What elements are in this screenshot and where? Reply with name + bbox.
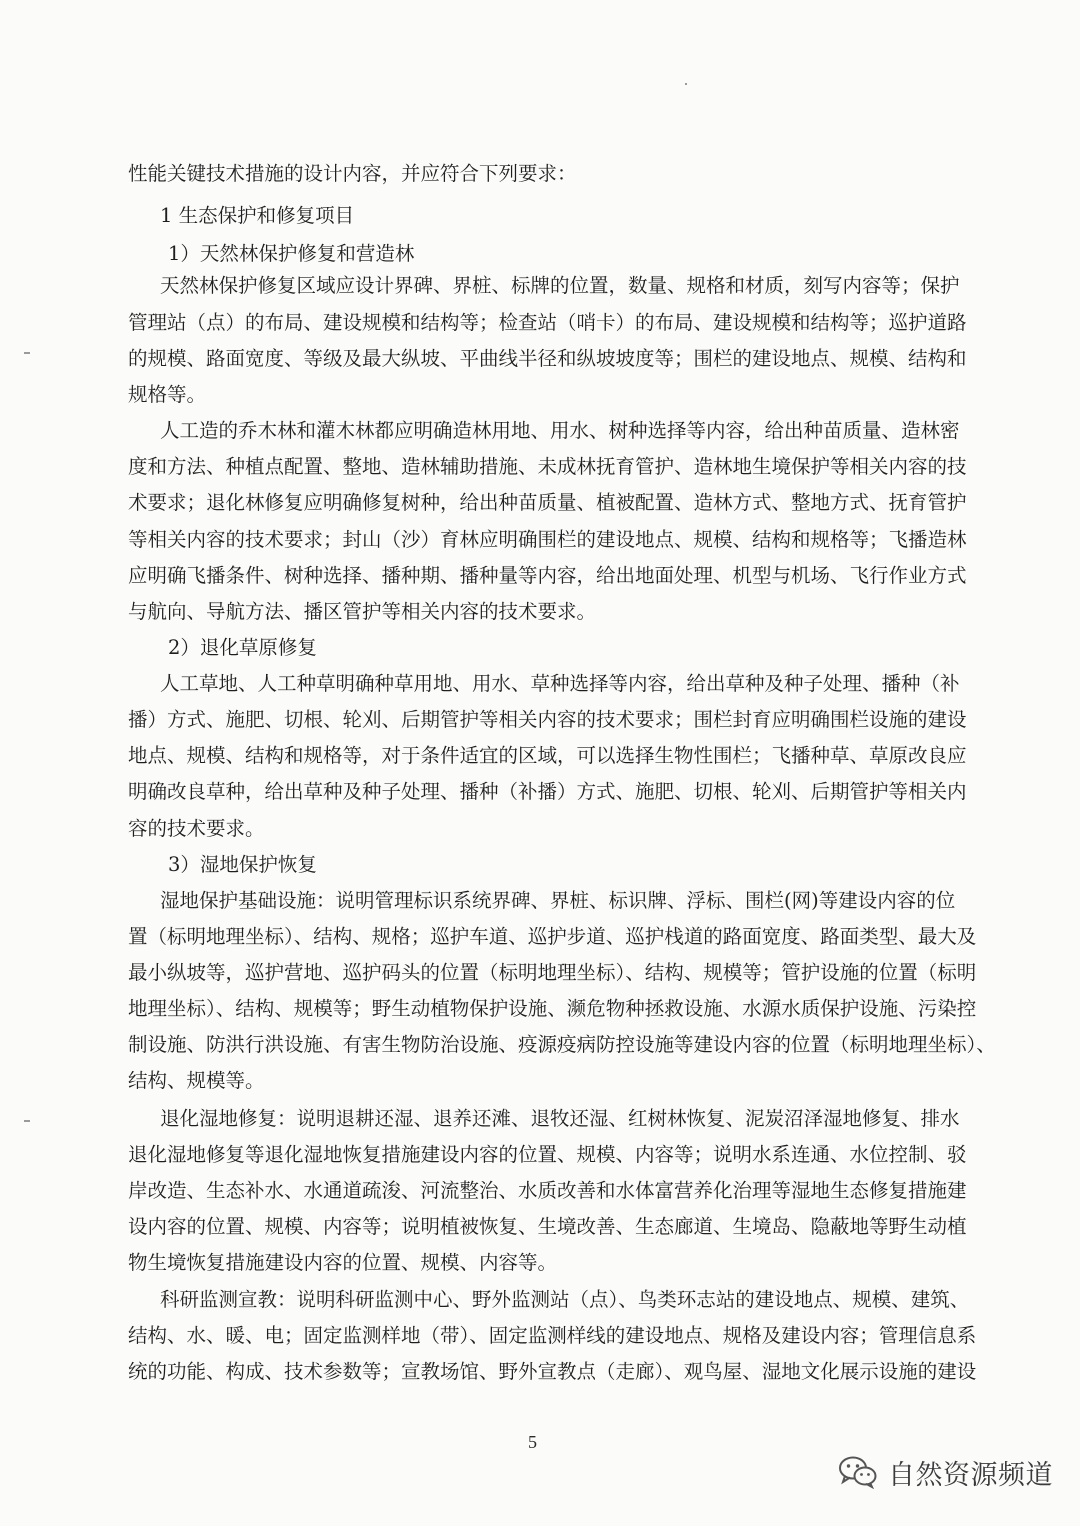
scan-mark (685, 83, 687, 85)
body-line: 退化湿地修复等退化湿地恢复措施建设内容的位置、规模、内容等；说明水系连通、水位控制、驳 (128, 1143, 967, 1166)
body-line: 性能关键技术措施的设计内容，并应符合下列要求： (128, 162, 577, 185)
subsection-heading: 2）退化草原修复 (168, 636, 317, 659)
body-line: 设内容的位置、规模、内容等；说明植被恢复、生境改善、生态廊道、生境岛、隐蔽地等野生动植 (128, 1215, 967, 1238)
scan-mark (24, 352, 30, 354)
body-line: 术要求；退化林修复应明确修复树种，给出种苗质量、植被配置、造林方式、整地方式、抚育管护 (128, 491, 967, 514)
body-line: 地理坐标）、结构、规模等；野生动植物保护设施、濒危物种拯救设施、水源水质保护设施、污染控 (128, 997, 977, 1020)
subsection-heading: 1）天然林保护修复和营造林 (168, 242, 415, 265)
body-line: 度和方法、种植点配置、整地、造林辅助措施、未成林抚育管护、造林地生境保护等相关内容的技 (128, 455, 967, 478)
body-line: 最小纵坡等，巡护营地、巡护码头的位置（标明地理坐标）、结构、规模等；管护设施的位置（标明 (128, 961, 977, 984)
body-line: 播）方式、施肥、切根、轮刈、后期管护等相关内容的技术要求；围栏封育应明确围栏设施的建设 (128, 708, 967, 731)
body-line: 人工造的乔木林和灌木林都应明确造林用地、用水、树种选择等内容，给出种苗质量、造林密 (160, 419, 960, 442)
section-heading: 1 生态保护和修复项目 (160, 204, 355, 227)
body-line: 管理站（点）的布局、建设规模和结构等；检查站（哨卡）的布局、建设规模和结构等；巡护道路 (128, 311, 967, 334)
body-line: 人工草地、人工种草明确种草用地、用水、草种选择等内容，给出草种及种子处理、播种（补 (160, 672, 960, 695)
body-line: 等相关内容的技术要求；封山（沙）育林应明确围栏的建设地点、规模、结构和规格等；飞播造林 (128, 528, 967, 551)
body-line: 天然林保护修复区域应设计界碑、界桩、标牌的位置，数量、规格和材质，刻写内容等；保护 (160, 274, 960, 297)
subsection-heading: 3）湿地保护恢复 (168, 853, 317, 876)
body-line: 结构、规模等。 (128, 1069, 265, 1092)
body-line: 结构、水、暖、电；固定监测样地（带）、固定监测样线的建设地点、规格及建设内容；管理信息系 (128, 1324, 977, 1347)
body-line: 岸改造、生态补水、水通道疏浚、河流整治、水质改善和水体富营养化治理等湿地生态修复措施建 (128, 1179, 967, 1202)
body-line: 置（标明地理坐标）、结构、规格；巡护车道、巡护步道、巡护栈道的路面宽度、路面类型、最大及 (128, 925, 977, 948)
body-line: 容的技术要求。 (128, 817, 265, 840)
body-line: 规格等。 (128, 383, 207, 406)
scan-mark (24, 1120, 30, 1122)
body-line: 制设施、防洪行洪设施、有害生物防治设施、疫源疫病防控设施等建设内容的位置（标明地理坐标）、 (128, 1033, 996, 1056)
body-line: 明确改良草种，给出草种及种子处理、播种（补播）方式、施肥、切根、轮刈、后期管护等相关内 (128, 780, 967, 803)
watermark-text: 自然资源频道 (888, 1459, 1053, 1491)
body-line: 应明确飞播条件、树种选择、播种期、播种量等内容，给出地面处理、机型与机场、飞行作业方式 (128, 564, 967, 587)
body-line: 湿地保护基础设施：说明管理标识系统界碑、界桩、标识牌、浮标、围栏(网)等建设内容的位 (160, 889, 956, 912)
body-line: 与航向、导航方法、播区管护等相关内容的技术要求。 (128, 600, 597, 623)
body-line: 退化湿地修复：说明退耕还湿、退养还滩、退牧还湿、红树林恢复、泥炭沼泽湿地修复、排水 (160, 1107, 960, 1130)
wechat-icon (838, 1455, 878, 1489)
body-line: 科研监测宣教：说明科研监测中心、野外监测站（点）、鸟类环志站的建设地点、规模、建筑、 (160, 1288, 970, 1311)
body-line: 统的功能、构成、技术参数等；宣教场馆、野外宣教点（走廊）、观鸟屋、湿地文化展示设施的建设 (128, 1360, 977, 1383)
body-line: 地点、规模、结构和规格等，对于条件适宜的区域，可以选择生物性围栏；飞播种草、草原改良应 (128, 744, 967, 767)
channel-watermark (838, 1454, 1053, 1490)
body-line: 的规模、路面宽度、等级及最大纵坡、平曲线半径和纵坡坡度等；围栏的建设地点、规模、结构和 (128, 347, 967, 370)
page-number: 5 (528, 1432, 537, 1452)
body-line: 物生境恢复措施建设内容的位置、规模、内容等。 (128, 1251, 558, 1274)
